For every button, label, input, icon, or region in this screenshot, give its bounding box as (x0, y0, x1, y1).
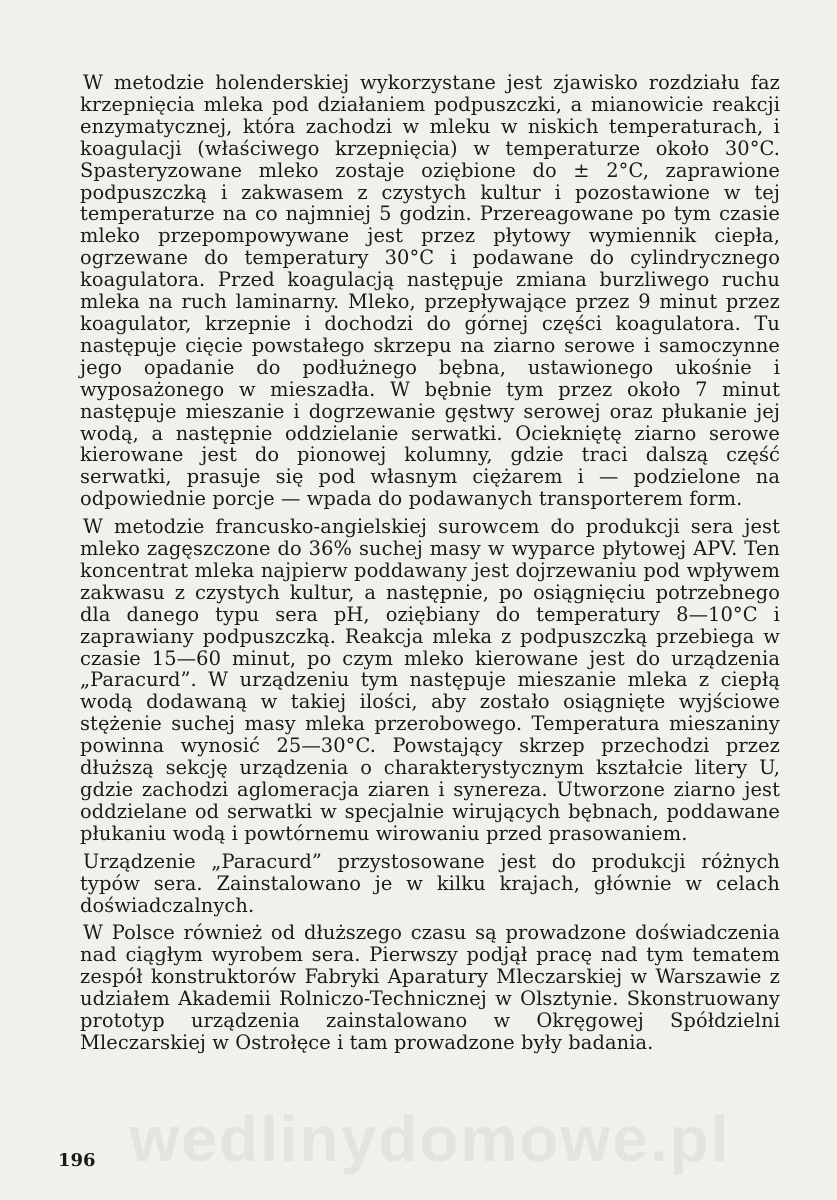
paragraph-poland: W Polsce również od dłuższego czasu są prowadzone doświadczenia nad ciągłym wyrobem sera. Pierwszy podjął pracę nad tym tematem zespół konstruktorów Fabryki Aparatury Mleczarskiej w Warszawie z udziałem Akademii Rolniczo-Technicznej w Olsztynie. Skonstruowany prototyp urządzenia zainstalowano w Okręgowej Spółdzielni Mleczarskiej w Ostrołęce i tam prowadzone były badania. (80, 921, 780, 1054)
paragraph-french-english-method: W metodzie francusko-angielskiej surowcem do produkcji sera jest mleko zagęszczone do 36% suchej masy w wyparce płytowej APV. Ten koncentrat mleka najpierw poddawany jest dojrzewaniu pod wpływem zakwasu z czystych kultur, a następnie, po osiągnięciu potrzebnego dla danego typu sera pH, oziębiany do temperatury 8—10°C i zaprawiany podpuszczką. Reakcja mleka z podpuszczką przebiega w czasie 15—60 minut, po czym mleko kierowane jest do urządzenia „Paracurd”. W urządzeniu tym następuje mieszanie mleka z ciepłą wodą dodawaną w takiej ilości, aby zostało osiągnięte wyjściowe stężenie suchej masy mleka przerobowego. Temperatura mieszaniny powinna wynosić 25—30°C. Powstający skrzep przechodzi przez dłuższą sekcję urządzenia o charakterystycznym kształcie litery U, gdzie zachodzi aglomeracja ziaren i synereza. Utworzone ziarno jest oddzielane od serwatki w specjalnie wirujących bębnach, poddawane płukaniu wodą i powtórnemu wirowaniu przed prasowaniem. (80, 515, 780, 845)
page-number: 196 (58, 1150, 96, 1171)
paragraph-dutch-method: W metodzie holenderskiej wykorzystane jest zjawisko rozdziału faz krzepnięcia mleka pod działaniem podpuszczki, a mianowicie reakcji enzymatycznej, która zachodzi w mleku w niskich temperaturach, i koagulacji (właściwego krzepnięcia) w temperaturze około 30°C. Spasteryzowane mleko zostaje oziębione do ± 2°C, zaprawione podpuszczką i zakwasem z czystych kultur i pozostawione w tej temperaturze na co najmniej 5 godzin. Przereagowane po tym czasie mleko przepompowywane jest przez płytowy wymiennik ciepła, ogrzewane do temperatury 30°C i podawane do cylindrycznego koagulatora. Przed koagulacją następuje zmiana burzliwego ruchu mleka na ruch laminarny. Mleko, przepływające przez 9 minut przez koagulator, krzepnie i dochodzi do górnej części koagulatora. Tu następuje cięcie powstałego skrzepu na ziarno serowe i samoczynne jego opadanie do podłużnego bębna, ustawionego ukośnie i wyposażonego w mieszadła. W bębnie tym przez około 7 minut następuje mieszanie i dogrzewanie gęstwy serowej oraz płukanie jej wodą, a następnie oddzielanie serwatki. Ociekniętę ziarno serowe kierowane jest do pionowej kolumny, gdzie traci dalszą część serwatki, prasuje się pod własnym ciężarem i — podzielone na odpowiednie porcje — wpada do podawanych transporterem form. (80, 71, 780, 511)
body-text (80, 72, 780, 1054)
paragraph-paracurd: Urządzenie „Paracurd” przystosowane jest do produkcji różnych typów sera. Zainstalowano je w kilku krajach, głównie w celach doświadczalnych. (80, 849, 780, 917)
watermark: wedlinydomowe.pl (129, 1103, 731, 1175)
